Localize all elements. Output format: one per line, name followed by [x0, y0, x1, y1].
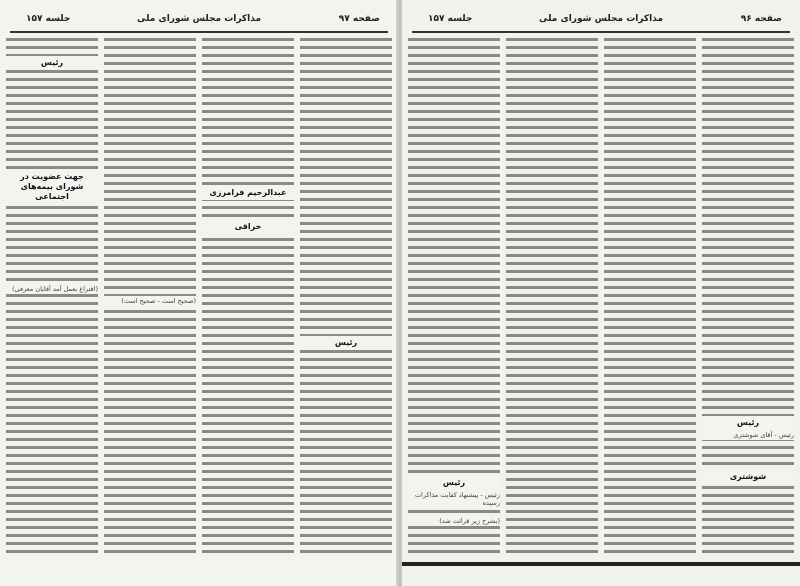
- left-page: [0, 0, 398, 586]
- text-column: [104, 36, 196, 556]
- text-column: [408, 36, 500, 556]
- section-heading: رئیس: [300, 336, 392, 350]
- text-column: [6, 36, 98, 556]
- section-heading: رئیس: [702, 416, 794, 430]
- text-snippet: رئیس - پیشنهاد کفایت مذاکرات رسیده: [408, 490, 500, 508]
- session-number: جلسه ۱۵۷: [428, 14, 473, 24]
- page-title: مذاکرات مجلس شورای ملی: [136, 14, 262, 24]
- section-heading: جهت عضویت در شورای بیمه‌های اجتماعی: [6, 170, 98, 204]
- section-heading: خراقی: [202, 220, 294, 234]
- section-heading: رئیس: [6, 56, 98, 70]
- page-number: صفحه ۹۷: [338, 14, 380, 24]
- left-page-header: [8, 14, 390, 30]
- text-column: [300, 36, 392, 556]
- header-rule: [10, 31, 388, 33]
- text-column: [506, 36, 598, 556]
- header-rule: [412, 31, 790, 33]
- text-column: [604, 36, 696, 556]
- right-page: [402, 0, 800, 586]
- session-number: جلسه ۱۵۷: [26, 14, 71, 24]
- section-heading: شوشتری: [702, 470, 794, 484]
- text-column: [202, 36, 294, 556]
- right-page-header: [410, 14, 792, 30]
- page-number: صفحه ۹۶: [740, 14, 782, 24]
- section-heading: عبدالرحیم فرامرزی: [202, 186, 294, 200]
- text-snippet: (بشرح زیر قرائت شد): [408, 516, 500, 526]
- text-column: [702, 36, 794, 556]
- text-snippet: (اقتراع بعمل آمد آقایان معرفی): [6, 284, 98, 294]
- text-snippet: (صحیح است - صحیح است): [104, 296, 196, 306]
- text-snippet: رئیس - آقای شوشتری: [702, 430, 794, 440]
- bottom-border: [402, 562, 800, 566]
- page-title: مذاکرات مجلس شورای ملی: [538, 14, 664, 24]
- section-heading: رئیس: [408, 476, 500, 490]
